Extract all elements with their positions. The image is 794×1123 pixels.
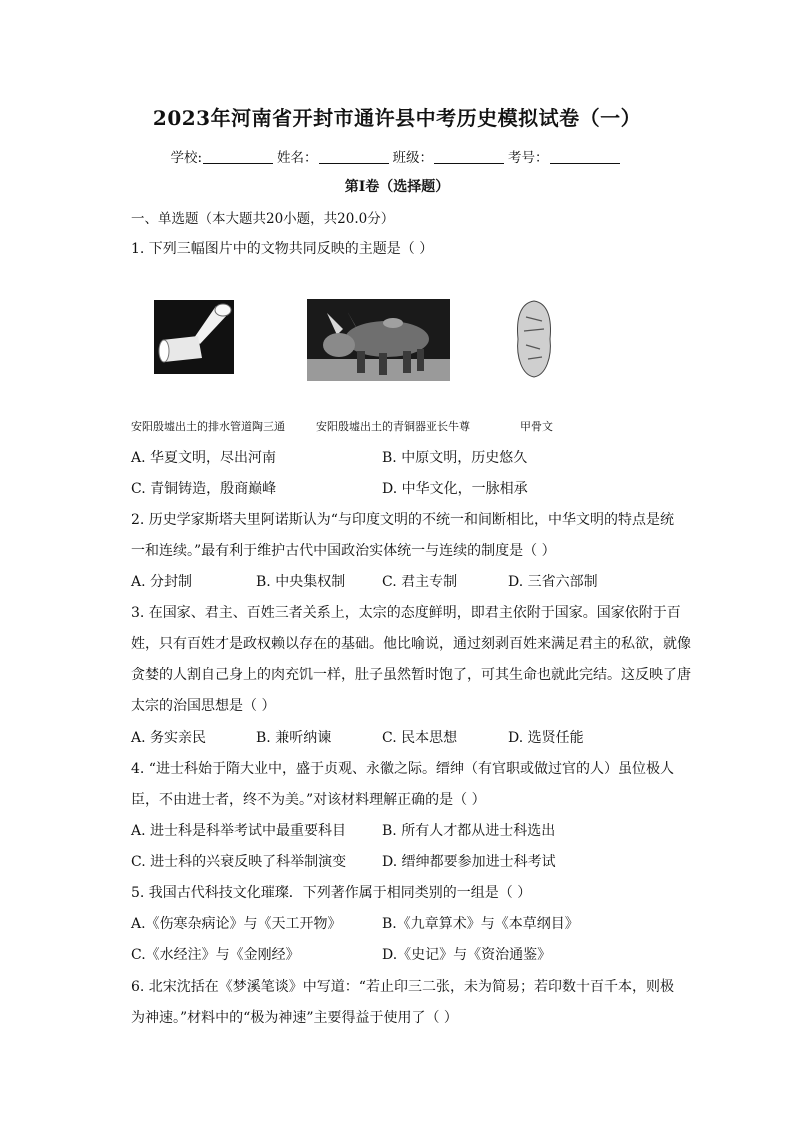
class-blank bbox=[434, 151, 504, 164]
q4-option-b: B. 所有人才都从进士科选出 bbox=[382, 823, 556, 839]
section-title: 一、单选题（本大题共20小题，共20.0分） bbox=[131, 211, 395, 227]
class-label: 班级： bbox=[392, 150, 434, 166]
q5-option-a: A.《伤寒杂病论》与《天工开物》 bbox=[131, 916, 342, 932]
q4-option-a: A. 进士科是科举考试中最重要科目 bbox=[131, 823, 347, 839]
q1-caption-1: 安阳殷墟出土的排水管道陶三通 bbox=[131, 420, 285, 433]
name-label: 姓名： bbox=[277, 150, 318, 166]
q1-caption-2: 安阳殷墟出土的青铜器亚长牛尊 bbox=[316, 420, 470, 433]
q2-option-d: D. 三省六部制 bbox=[508, 574, 598, 590]
oracle-bone-image bbox=[514, 299, 554, 379]
student-info-row bbox=[0, 146, 794, 166]
q4-option-c: C. 进士科的兴衰反映了科举制演变 bbox=[131, 854, 347, 870]
q3-line-3: 贪婪的人割自己身上的肉充饥一样，肚子虽然暂时饱了，可其生命也就此完结。这反映了唐 bbox=[131, 667, 691, 683]
pottery-pipe-image bbox=[154, 300, 234, 374]
part-title: 第I卷（选择题） bbox=[344, 179, 450, 195]
exam-no-blank bbox=[550, 151, 620, 164]
q1-caption-3: 甲骨文 bbox=[520, 420, 553, 433]
q2-line-1: 2. 历史学家斯塔夫里阿诺斯认为“与印度文明的不统一和间断相比，中华文明的特点是统 bbox=[131, 512, 674, 528]
bronze-ox-zun-image bbox=[307, 299, 450, 381]
q5-option-d: D.《史记》与《资治通鉴》 bbox=[382, 947, 552, 963]
q3-line-1: 3. 在国家、君主、百姓三者关系上，太宗的态度鲜明，即君主依附于国家。国家依附于百 bbox=[131, 605, 681, 621]
q3-option-c: C. 民本思想 bbox=[382, 730, 458, 746]
q3-option-d: D. 选贤任能 bbox=[508, 730, 584, 746]
school-blank bbox=[203, 151, 273, 164]
school-label: 学校: bbox=[170, 150, 203, 166]
q5-stem: 5. 我国古代科技文化璀璨．下列著作属于相同类别的一组是（ ） bbox=[131, 885, 532, 901]
q6-line-1: 6. 北宋沈括在《梦溪笔谈》中写道：“若止印三二张，未为简易；若印数十百千本，则极 bbox=[131, 979, 674, 995]
q3-option-b: B. 兼听纳谏 bbox=[256, 730, 332, 746]
q1-stem: 1. 下列三幅图片中的文物共同反映的主题是（ ） bbox=[131, 241, 434, 257]
exam-title: 2023年河南省开封市通许县中考历史模拟试卷（一） bbox=[152, 106, 642, 130]
q5-option-b: B.《九章算术》与《本草纲目》 bbox=[382, 916, 579, 932]
exam-no-label: 考号： bbox=[508, 150, 549, 166]
q1-option-a: A. 华夏文明，尽出河南 bbox=[131, 450, 277, 466]
q4-line-2: 臣，不由进士者，终不为美。”对该材料理解正确的是（ ） bbox=[131, 792, 486, 808]
q3-line-2: 姓，只有百姓才是政权赖以存在的基础。他比喻说，通过刻剥百姓来满足君主的私欲，就像 bbox=[131, 636, 691, 652]
q2-option-b: B. 中央集权制 bbox=[256, 574, 346, 590]
q1-option-c: C. 青铜铸造，殷商巅峰 bbox=[131, 481, 277, 497]
name-blank bbox=[319, 151, 389, 164]
q2-option-c: C. 君主专制 bbox=[382, 574, 458, 590]
q2-option-a: A. 分封制 bbox=[131, 574, 193, 590]
q6-line-2: 为神速。”材料中的“极为神速”主要得益于使用了（ ） bbox=[131, 1010, 458, 1026]
q5-option-c: C.《水经注》与《金刚经》 bbox=[131, 947, 300, 963]
q4-line-1: 4. “进士科始于隋大业中，盛于贞观、永徽之际。缙绅（有官职或做过官的人）虽位极人 bbox=[131, 761, 674, 777]
q4-option-d: D. 缙绅都要参加进士科考试 bbox=[382, 854, 556, 870]
q2-line-2: 一和连续。”最有利于维护古代中国政治实体统一与连续的制度是（ ） bbox=[131, 543, 556, 559]
q3-option-a: A. 务实亲民 bbox=[131, 730, 207, 746]
q1-option-b: B. 中原文明，历史悠久 bbox=[382, 450, 528, 466]
q1-option-d: D. 中华文化，一脉相承 bbox=[382, 481, 528, 497]
q3-line-4: 太宗的治国思想是（ ） bbox=[131, 698, 276, 714]
